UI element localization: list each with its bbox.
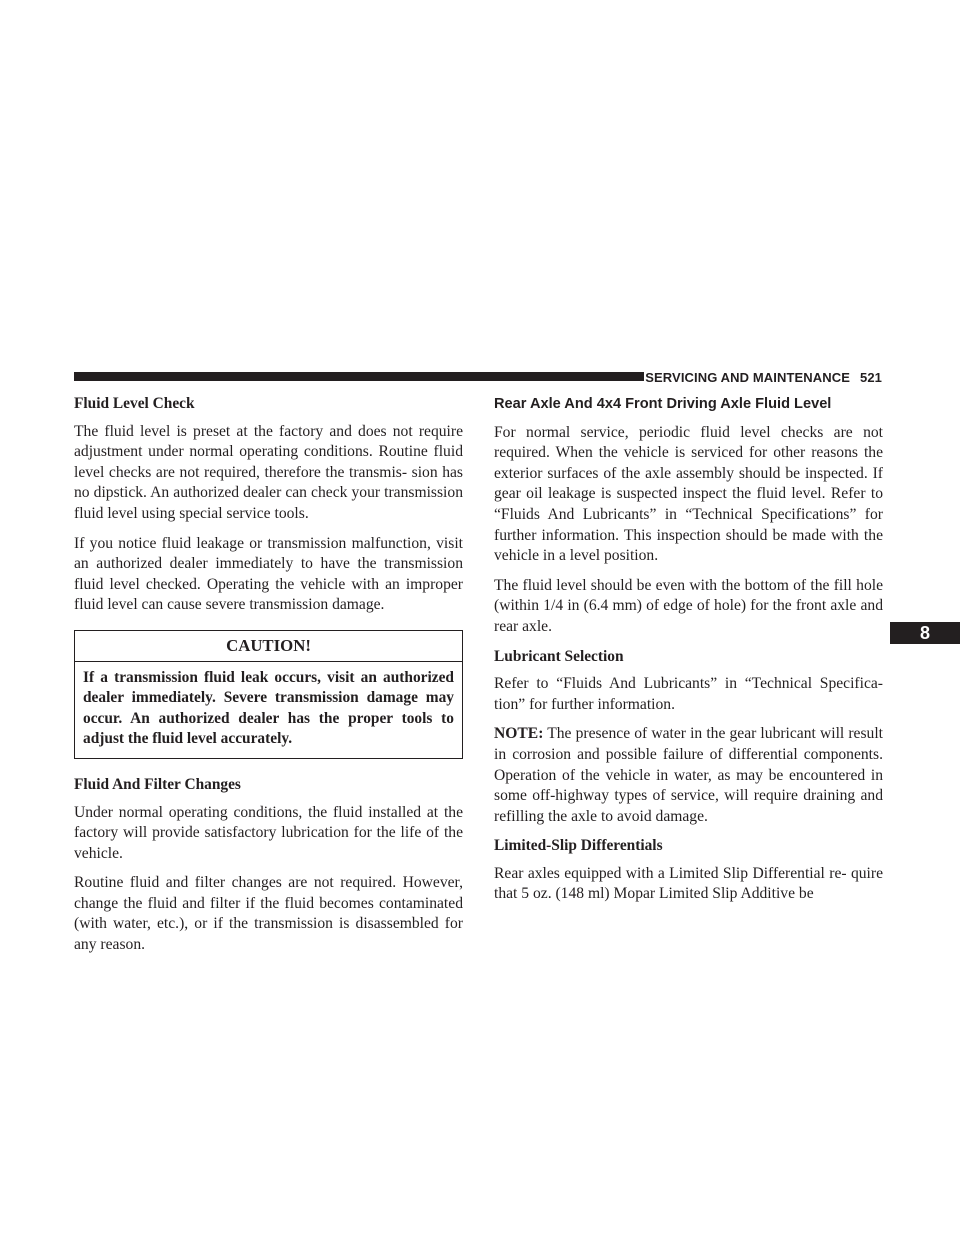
paragraph: For normal service, periodic fluid level checks are not required. When the vehicle is serviced for other reasons the exterior surfaces of the axle assembly should be inspected. If gear oil leakage is suspected inspect the fluid level. Refer to “Fluids And Lubricants” in “Technical Specifications” for further information. This inspection should be made with the vehicle in a level position. <box>494 423 883 565</box>
caution-box <box>74 630 463 759</box>
page-number: 521 <box>860 370 882 385</box>
paragraph: Under normal operating conditions, the fluid installed at the factory will provide satisfactory lubrication for the life of the vehicle. <box>74 803 463 862</box>
left-column <box>74 394 463 965</box>
caution-body: If a transmission fluid leak occurs, visit an authorized dealer immediately. Severe transmission damage may occur. An authorized dealer has the proper tools to adjust the fluid level accurately. <box>83 668 454 748</box>
caution-title: CAUTION! <box>75 631 462 662</box>
chapter-tab: 8 <box>890 622 960 644</box>
note-text: The presence of water in the gear lubricant will result in corrosion and possible failure of differential components. Operation of the vehicle in water, as may be encountered in some off-highway types of service, will require draining and refilling the axle to avoid damage. <box>494 725 883 825</box>
paragraph: Rear axles equipped with a Limited Slip Differential re- quire that 5 oz. (148 ml) Mopar Limited Slip Additive be <box>494 864 883 903</box>
paragraph: Routine fluid and filter changes are not required. However, change the fluid and filter if the fluid becomes contaminated (with water, etc.), or if the transmission is disassembled for any reason. <box>74 874 463 954</box>
paragraph: The fluid level should be even with the bottom of the fill hole (within 1/4 in (6.4 mm) of edge of hole) for the front axle and rear axle. <box>494 576 883 635</box>
note-paragraph <box>494 724 883 827</box>
paragraph: Refer to “Fluids And Lubricants” in “Technical Specifica- tion” for further information. <box>494 675 883 713</box>
right-column <box>494 394 883 914</box>
header-rule <box>74 372 644 381</box>
section-title: SERVICING AND MAINTENANCE <box>645 370 850 385</box>
paragraph: If you notice fluid leakage or transmission malfunction, visit an authorized dealer immediately to have the transmission fluid level checked. Operating the vehicle with an improper fluid level can cause severe transmission damage. <box>74 534 463 614</box>
heading-axle-fluid-level: Rear Axle And 4x4 Front Driving Axle Fluid Level <box>494 396 832 412</box>
paragraph: The fluid level is preset at the factory and does not require adjustment under normal operating conditions. Routine fluid level checks are not required, therefore the transmis- sion has no dipstick. An authorized dealer can check your transmission fluid level using special service tools. <box>74 422 463 522</box>
heading-fluid-level-check: Fluid Level Check <box>74 395 195 412</box>
heading-lubricant-selection: Lubricant Selection <box>494 647 624 665</box>
heading-fluid-filter-changes: Fluid And Filter Changes <box>74 775 241 793</box>
heading-limited-slip: Limited-Slip Differentials <box>494 837 663 855</box>
running-header <box>645 370 882 385</box>
note-label: NOTE: <box>494 725 544 743</box>
